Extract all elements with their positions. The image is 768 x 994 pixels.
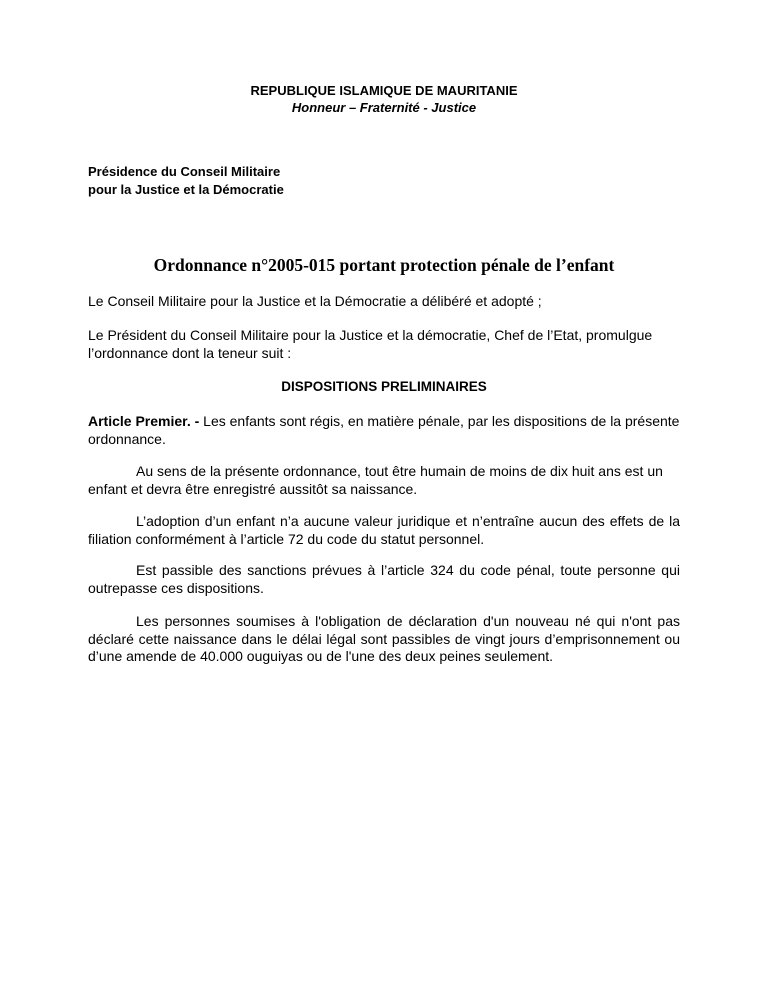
article-1-paragraph-3: L’adoption d’un enfant n’a aucune valeur juridique et n’entraîne aucun des effets de la filiation conformément à l’article 72 du code du statut personnel.	[88, 513, 680, 547]
article-1-paragraph	[88, 413, 680, 448]
article-1-heading: Article Premier. -	[88, 413, 200, 429]
article-1-paragraph-4: Est passible des sanctions prévues à l’article 324 du code pénal, toute personne qui outrepasse ces dispositions.	[88, 562, 680, 596]
article-1-paragraph-5: Les personnes soumises à l'obligation de déclaration d'un nouveau né qui n'ont pas déclaré cette naissance dans le délai légal sont passibles de vingt jours d’emprisonnement ou d’une amende de 40.000 ouguiyas ou de l'une des deux peines seulement.	[88, 613, 680, 664]
issuing-authority	[88, 163, 284, 199]
national-motto: Honneur – Fraternité - Justice	[291, 100, 477, 115]
section-title: DISPOSITIONS PRELIMINAIRES	[281, 379, 487, 394]
promulgation-paragraph: Le Président du Conseil Militaire pour la Justice et la démocratie, Chef de l’Etat, promulgue l’ordonnance dont la teneur suit :	[88, 327, 653, 361]
article-1-text: Les enfants sont régis, en matière pénale, par les dispositions de la présente ordonnance.	[88, 413, 680, 447]
country-name: REPUBLIQUE ISLAMIQUE DE MAURITANIE	[250, 83, 518, 98]
authority-line-2: pour la Justice et la Démocratie	[88, 182, 284, 197]
article-1-paragraph-2: Au sens de la présente ordonnance, tout être humain de moins de dix huit ans est un enfant et devra être enregistré aussitôt sa naissance.	[88, 463, 663, 497]
ordinance-title: Ordonnance n°2005-015 portant protection pénale de l’enfant	[153, 255, 615, 275]
adoption-paragraph: Le Conseil Militaire pour la Justice et la Démocratie a délibéré et adopté ;	[88, 293, 542, 309]
document-header	[0, 82, 768, 116]
authority-line-1: Présidence du Conseil Militaire	[88, 164, 281, 179]
